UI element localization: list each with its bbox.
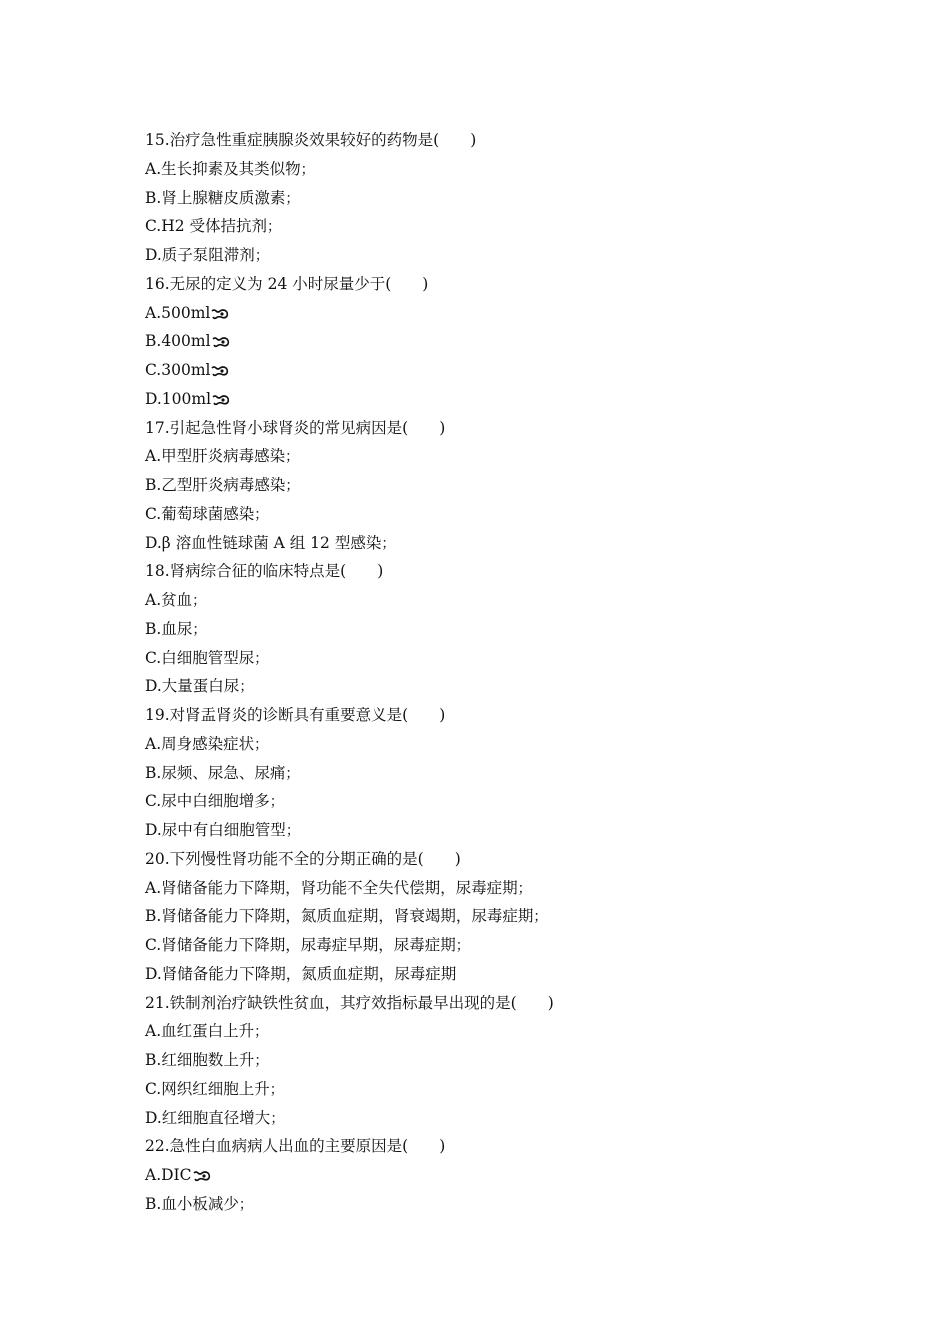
answer-option-text: D.100ml: [145, 389, 212, 408]
garbled-glyph-icon: [212, 394, 230, 406]
answer-option-text: B.肾上腺糖皮质激素: [145, 188, 286, 207]
answer-option: [145, 644, 845, 673]
answer-option-text: C.肾储备能力下降期，尿毒症早期，尿毒症期: [145, 936, 456, 954]
answer-option: [145, 1046, 845, 1075]
option-end-mark: ；: [267, 219, 282, 236]
answer-option: [145, 902, 845, 931]
option-end-mark: ；: [285, 449, 300, 466]
answer-option-text: D.红细胞直径增大: [145, 1108, 271, 1127]
option-end-mark: ；: [254, 650, 269, 667]
answer-option-text: D.质子泵阻滞剂: [145, 246, 255, 264]
answer-option-text: D.尿中有白细胞管型: [145, 821, 286, 839]
option-end-mark: ；: [285, 190, 300, 207]
garbled-glyph-icon: [211, 365, 229, 377]
question-stem: 18.肾病综合征的临床特点是( ): [145, 562, 384, 581]
option-end-mark: ；: [238, 1196, 253, 1213]
answer-option: [145, 155, 845, 184]
option-end-mark: ；: [300, 161, 315, 178]
answer-option-text: A.肾储备能力下降期，肾功能不全失代偿期，尿毒症期: [145, 878, 518, 897]
answer-option-text: A.生长抑素及其类似物: [145, 159, 301, 178]
answer-option-text: B.肾储备能力下降期，氮质血症期，肾衰竭期，尿毒症期: [145, 907, 534, 926]
answer-option-text: A.DIC: [145, 1166, 192, 1184]
option-end-mark: ；: [254, 248, 269, 264]
answer-option-text: C.葡萄球菌感染: [145, 504, 255, 523]
answer-option-text: C.300ml: [145, 361, 211, 379]
answer-option-text: D.β 溶血性链球菌 A 组 12 型感染: [145, 533, 382, 552]
answer-option: [145, 385, 845, 414]
answer-option: [145, 730, 845, 759]
option-end-mark: ；: [285, 765, 300, 782]
answer-option: [145, 1190, 845, 1219]
option-end-mark: ；: [455, 938, 470, 954]
answer-option: [145, 1161, 845, 1190]
question-stem: 20.下列慢性肾功能不全的分期正确的是( ): [145, 849, 461, 868]
option-end-mark: ；: [254, 736, 269, 753]
option-end-mark: ；: [285, 478, 300, 494]
garbled-glyph-icon: [193, 1170, 211, 1182]
question-stem: 16.无尿的定义为 24 小时尿量少于( ): [145, 274, 429, 293]
answer-option-text: A.贫血: [145, 591, 193, 609]
answer-option: [145, 212, 845, 241]
answer-option: [145, 299, 845, 328]
option-end-mark: ；: [285, 823, 300, 839]
answer-option: [145, 471, 845, 500]
answer-option: [145, 874, 845, 903]
question-stem: 22.急性白血病病人出血的主要原因是( ): [145, 1137, 446, 1156]
answer-option: [145, 1075, 845, 1104]
answer-option-text: A.血红蛋白上升: [145, 1022, 255, 1041]
answer-option: [145, 356, 845, 385]
answer-option: [145, 1017, 845, 1046]
answer-option-text: A.500ml: [145, 303, 211, 322]
answer-option: [145, 672, 845, 701]
option-end-mark: ；: [254, 1024, 269, 1041]
answer-option-text: D.肾储备能力下降期，氮质血症期，尿毒症期: [145, 964, 457, 983]
question-stem: 21.铁制剂治疗缺铁性贫血，其疗效指标最早出现的是( ): [145, 993, 554, 1012]
answer-option-text: C.尿中白细胞增多: [145, 792, 270, 811]
option-end-mark: ；: [192, 621, 207, 638]
option-end-mark: ；: [269, 794, 284, 811]
answer-option-text: A.甲型肝炎病毒感染: [145, 447, 286, 466]
answer-option-text: A.周身感染症状: [145, 734, 255, 753]
answer-option: [145, 816, 845, 845]
answer-option: [145, 184, 845, 213]
question-stem: 15.治疗急性重症胰腺炎效果较好的药物是( ): [145, 131, 477, 149]
option-end-mark: ；: [270, 1110, 285, 1127]
option-end-mark: ；: [269, 1081, 284, 1098]
answer-option: [145, 500, 845, 529]
option-end-mark: ；: [192, 593, 207, 609]
answer-option-text: B.红细胞数上升: [145, 1051, 255, 1069]
answer-option-text: B.400ml: [145, 332, 211, 351]
option-end-mark: ；: [254, 506, 269, 523]
answer-option: [145, 529, 845, 558]
answer-option-text: C.H2 受体拮抗剂: [145, 217, 268, 236]
answer-option: [145, 327, 845, 356]
option-end-mark: ；: [239, 679, 254, 696]
option-end-mark: ；: [254, 1053, 269, 1069]
answer-option-text: D.大量蛋白尿: [145, 677, 240, 696]
answer-option: [145, 960, 845, 989]
garbled-glyph-icon: [212, 336, 230, 348]
answer-option-text: B.血小板减少: [145, 1194, 239, 1213]
option-end-mark: ；: [517, 880, 532, 897]
answer-option: [145, 442, 845, 471]
question-list: [145, 126, 845, 1219]
garbled-glyph-icon: [211, 308, 229, 320]
answer-option-text: B.血尿: [145, 619, 193, 638]
answer-option-text: C.白细胞管型尿: [145, 648, 255, 667]
question-stem: 17.引起急性肾小球肾炎的常见病因是( ): [145, 418, 446, 437]
answer-option-text: C.网织红细胞上升: [145, 1079, 270, 1098]
answer-option-text: B.尿频、尿急、尿痛: [145, 763, 286, 782]
answer-option: [145, 759, 845, 788]
answer-option: [145, 931, 845, 960]
answer-option: [145, 586, 845, 615]
answer-option-text: B.乙型肝炎病毒感染: [145, 476, 286, 494]
answer-option: [145, 1104, 845, 1133]
option-end-mark: ；: [381, 535, 396, 552]
answer-option: [145, 787, 845, 816]
answer-option: [145, 615, 845, 644]
answer-option: [145, 241, 845, 270]
question-stem: 19.对肾盂肾炎的诊断具有重要意义是( ): [145, 706, 446, 724]
option-end-mark: ；: [533, 909, 548, 926]
